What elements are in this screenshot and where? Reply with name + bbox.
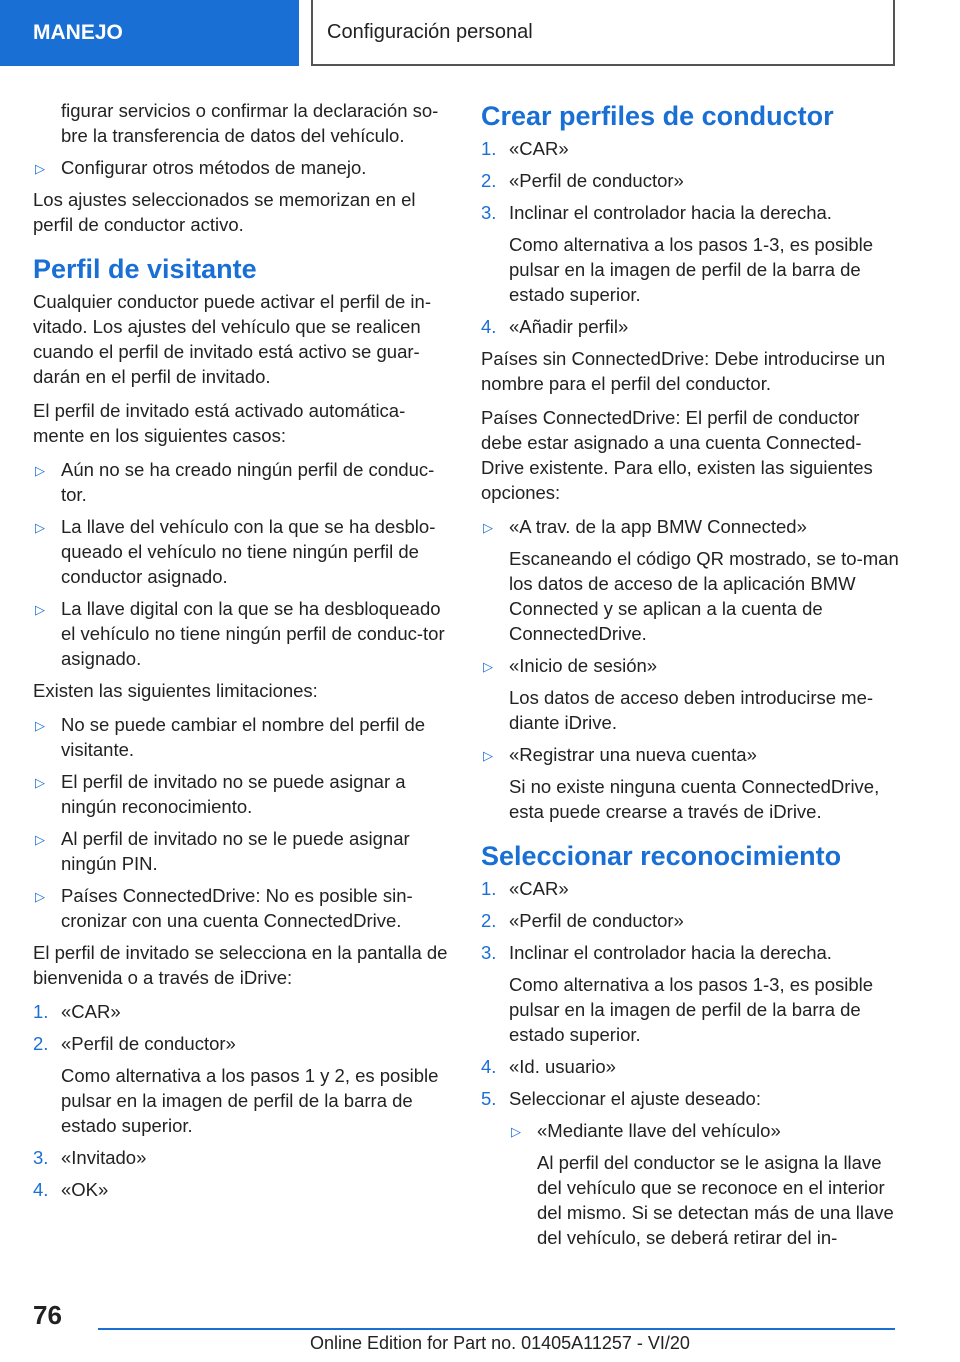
- paragraph: Existen las siguientes limitaciones:: [33, 680, 318, 701]
- triangle-bullet-icon: ▷: [35, 775, 45, 790]
- triangle-bullet-icon: ▷: [35, 161, 45, 176]
- footer-edition: Online Edition for Part no. 01405A11257 - VI/20: [310, 1333, 690, 1353]
- header-section: MANEJO: [0, 0, 299, 66]
- page-number: 76: [33, 1300, 62, 1330]
- paragraph: Los ajustes seleccionados se memorizan en el perfil de conductor activo.: [33, 189, 416, 235]
- step-note: Como alternativa a los pasos 1-3, es posible pulsar en la imagen de perfil de la barra de estado superior.: [509, 234, 874, 305]
- paragraph: figurar servicios o confirmar la declaración so-bre la transferencia de datos del vehículo.: [61, 100, 439, 146]
- footer-divider: [98, 1328, 895, 1330]
- option-description: Los datos de acceso deben introducirse me-diante iDrive.: [509, 687, 874, 733]
- option-description: Escaneando el código QR mostrado, se to-man los datos de acceso de la aplicación BMW Connected y se aplican a la cuenta de ConnectedDrive.: [509, 548, 899, 644]
- step-number: 4.: [33, 1179, 49, 1200]
- triangle-bullet-icon: ▷: [483, 520, 493, 535]
- triangle-bullet-icon: ▷: [35, 889, 45, 904]
- step-item: 4. «Añadir perfil»: [481, 316, 629, 337]
- triangle-bullet-icon: ▷: [35, 718, 45, 733]
- step-number: 3.: [481, 202, 497, 223]
- step-note: Como alternativa a los pasos 1 y 2, es posible pulsar en la imagen de perfil de la barra de estado superior.: [61, 1065, 439, 1136]
- step-item: 1. «CAR»: [481, 878, 569, 899]
- step-note: Como alternativa a los pasos 1-3, es posible pulsar en la imagen de perfil de la barra de estado superior.: [509, 974, 874, 1045]
- triangle-bullet-icon: ▷: [483, 748, 493, 763]
- option-description: Si no existe ninguna cuenta ConnectedDrive, esta puede crearse a través de iDrive.: [509, 776, 880, 822]
- list-item: ▷ La llave digital con la que se ha desbloqueado el vehículo no tiene ningún perfil de conduc-tor asignado.: [35, 598, 445, 669]
- right-column: [481, 98, 899, 1257]
- list-item: ▷ Aún no se ha creado ningún perfil de conduc-tor.: [35, 459, 435, 505]
- step-number: 5.: [481, 1088, 497, 1109]
- list-item: ▷ «Inicio de sesión»: [481, 653, 899, 678]
- list-item: ▷ Países ConnectedDrive: No es posible sin-cronizar con una cuenta ConnectedDrive.: [35, 885, 413, 931]
- step-item: 1. «CAR»: [481, 138, 569, 159]
- triangle-bullet-icon: ▷: [35, 463, 45, 478]
- list-item: ▷ «A trav. de la app BMW Connected»: [481, 514, 899, 539]
- step-item: 4. «Id. usuario»: [481, 1056, 616, 1077]
- list-item: ▷ «Registrar una nueva cuenta»: [481, 742, 899, 767]
- paragraph: Países sin ConnectedDrive: Debe introducirse un nombre para el perfil del conductor.: [481, 348, 886, 394]
- list-item: ▷ No se puede cambiar el nombre del perfil de visitante.: [35, 714, 426, 760]
- step-item: 2. «Perfil de conductor»: [481, 910, 684, 931]
- triangle-bullet-icon: ▷: [35, 832, 45, 847]
- triangle-bullet-icon: ▷: [483, 659, 493, 674]
- step-number: 1.: [33, 1001, 49, 1022]
- step-number: 2.: [481, 910, 497, 931]
- triangle-bullet-icon: ▷: [35, 602, 45, 617]
- step-number: 1.: [481, 878, 497, 899]
- triangle-bullet-icon: ▷: [35, 520, 45, 535]
- section-heading: Seleccionar reconocimiento: [481, 841, 842, 871]
- list-item: ▷ La llave del vehículo con la que se ha desblo-queado el vehículo no tiene ningún perfil de conductor asignado.: [35, 516, 436, 587]
- paragraph: El perfil de invitado se selecciona en la pantalla de bienvenida o a través de iDrive:: [33, 942, 448, 988]
- nested-list: [481, 1118, 899, 1250]
- paragraph: Países ConnectedDrive: El perfil de conductor debe estar asignado a una cuenta Connected-Drive existente. Para ello, existen las siguientes opciones:: [481, 407, 873, 503]
- step-number: 4.: [481, 316, 497, 337]
- step-number: 3.: [481, 942, 497, 963]
- left-column: [33, 98, 449, 1209]
- list-item: ▷ Configurar otros métodos de manejo.: [33, 155, 449, 180]
- step-number: 3.: [33, 1147, 49, 1168]
- section-heading: Crear perfiles de conductor: [481, 101, 834, 131]
- step-number: 1.: [481, 138, 497, 159]
- step-number: 4.: [481, 1056, 497, 1077]
- step-item: 4. «OK»: [33, 1179, 109, 1200]
- list-item: ▷ El perfil de invitado no se puede asignar a ningún reconocimiento.: [35, 771, 406, 817]
- paragraph: Cualquier conductor puede activar el perfil de in-vitado. Los ajustes del vehículo que se realicen cuando el perfil de invitado está activo se guar-darán en el perfil de invitado.: [33, 291, 431, 387]
- step-item: 2. «Perfil de conductor»: [33, 1033, 236, 1054]
- list-item: ▷ «Mediante llave del vehículo»: [509, 1118, 899, 1143]
- step-item: 5. Seleccionar el ajuste deseado:: [481, 1088, 761, 1109]
- header-title: Configuración personal: [311, 0, 895, 66]
- step-item: 3. Inclinar el controlador hacia la derecha.: [481, 942, 832, 963]
- step-number: 2.: [481, 170, 497, 191]
- step-item: 3. Inclinar el controlador hacia la derecha.: [481, 202, 832, 223]
- step-item: 2. «Perfil de conductor»: [481, 170, 684, 191]
- list-item: ▷ Al perfil de invitado no se le puede asignar ningún PIN.: [35, 828, 410, 874]
- step-number: 2.: [33, 1033, 49, 1054]
- step-item: 3. «Invitado»: [33, 1147, 147, 1168]
- step-item: 1. «CAR»: [33, 1001, 121, 1022]
- option-description: Al perfil del conductor se le asigna la llave del vehículo que se reconoce en el interior del mismo. Si se detectan más de una llave del vehículo, se deberá retirar del in-: [537, 1152, 894, 1248]
- triangle-bullet-icon: ▷: [511, 1124, 521, 1139]
- section-heading: Perfil de visitante: [33, 254, 257, 284]
- paragraph: El perfil de invitado está activado automática-mente en los siguientes casos:: [33, 400, 406, 446]
